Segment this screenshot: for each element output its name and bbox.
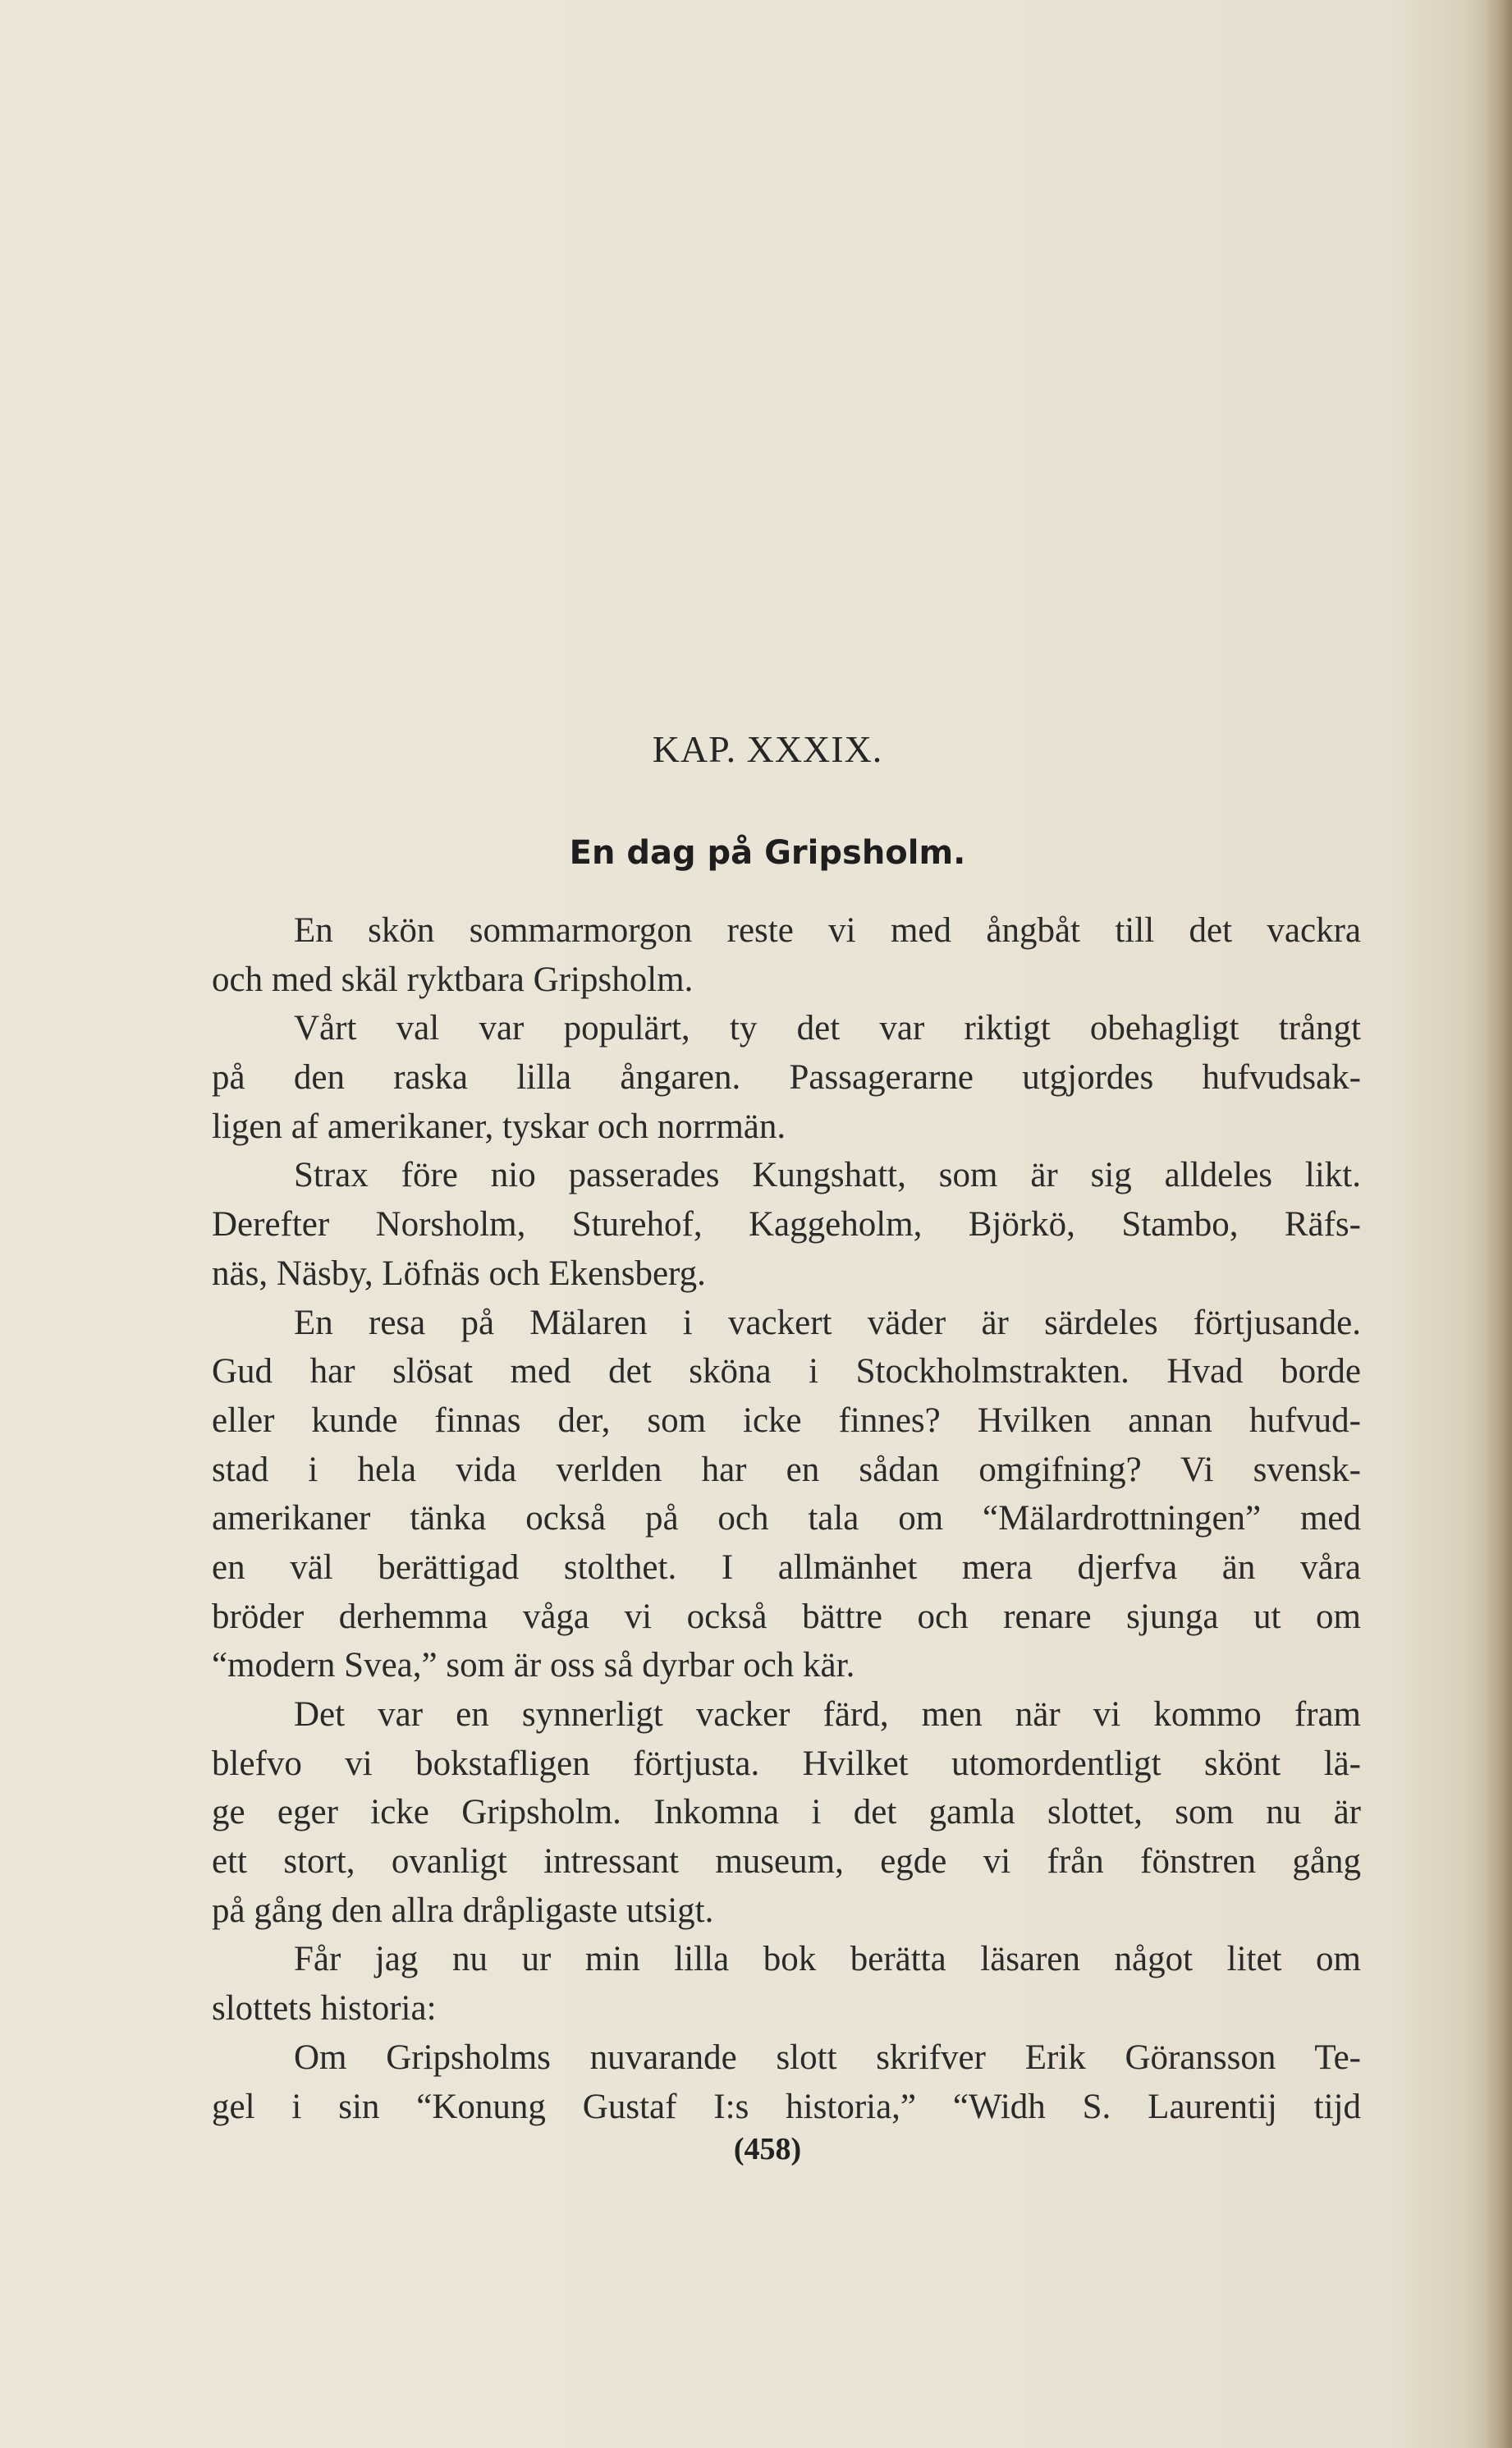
text-line: En skön sommarmorgon reste vi med ångbåt till det vackra [294, 911, 1361, 950]
text-line: slottets historia: [212, 1989, 437, 2029]
text-line: Gud har slösat med det sköna i Stockholmstrakten. Hvad borde [212, 1352, 1361, 1391]
chapter-title: En dag på Gripsholm. [569, 834, 966, 872]
text-line: Om Gripsholms nuvarande slott skrifver Erik Göransson Te- [294, 2038, 1361, 2077]
body-text [212, 906, 1361, 2131]
text-line: en väl berättigad stolthet. I allmänhet mera djerfva än våra [212, 1547, 1361, 1587]
text-line: amerikaner tänka också på och tala om “Mälardrottningen” med [212, 1499, 1361, 1538]
text-line: Det var en synnerligt vacker färd, men när vi kommo fram [294, 1695, 1361, 1734]
text-line: näs, Näsby, Löfnäs och Ekensberg. [212, 1254, 706, 1293]
text-line: En resa på Mälaren i vackert väder är särdeles förtjusande. [294, 1303, 1361, 1342]
text-line: på gång den allra dråpligaste utsigt. [212, 1891, 714, 1930]
text-line: “modern Svea,” som är oss så dyrbar och kär. [212, 1646, 855, 1685]
text-line: gel i sin “Konung Gustaf I:s historia,” “Widh S. Laurentij tijd [212, 2087, 1361, 2126]
text-line: Derefter Norsholm, Sturehof, Kaggeholm, Björkö, Stambo, Räfs- [212, 1205, 1361, 1245]
text-line: stad i hela vida verlden har en sådan omgifning? Vi svensk- [212, 1450, 1361, 1489]
text-line: Vårt val var populärt, ty det var riktigt obehagligt trångt [294, 1009, 1361, 1048]
page-number: (458) [733, 2132, 802, 2166]
text-line: Får jag nu ur min lilla bok berätta läsaren något litet om [294, 1940, 1361, 1979]
text-line: ge eger icke Gripsholm. Inkomna i det gamla slottet, som nu är [212, 1793, 1361, 1832]
text-line: Strax före nio passerades Kungshatt, som är sig alldeles likt. [294, 1156, 1361, 1195]
text-line: och med skäl ryktbara Gripsholm. [212, 960, 694, 999]
text-line: ligen af amerikaner, tyskar och norrmän. [212, 1107, 786, 1146]
chapter-heading: KAP. XXXIX. [652, 728, 883, 770]
text-line: bröder derhemma våga vi också bättre och renare sjunga ut om [212, 1597, 1361, 1636]
page-edge-shadow [1484, 0, 1512, 2448]
text-line: eller kunde finnas der, som icke finnes? Hvilken annan hufvud- [212, 1400, 1361, 1440]
text-line: blefvo vi bokstafligen förtjusta. Hvilket utomordentligt skönt lä- [212, 1744, 1361, 1783]
text-line: på den raska lilla ångaren. Passagerarne utgjordes hufvudsak- [212, 1058, 1361, 1098]
text-line: ett stort, ovanligt intressant museum, egde vi från fönstren gång [212, 1842, 1361, 1882]
